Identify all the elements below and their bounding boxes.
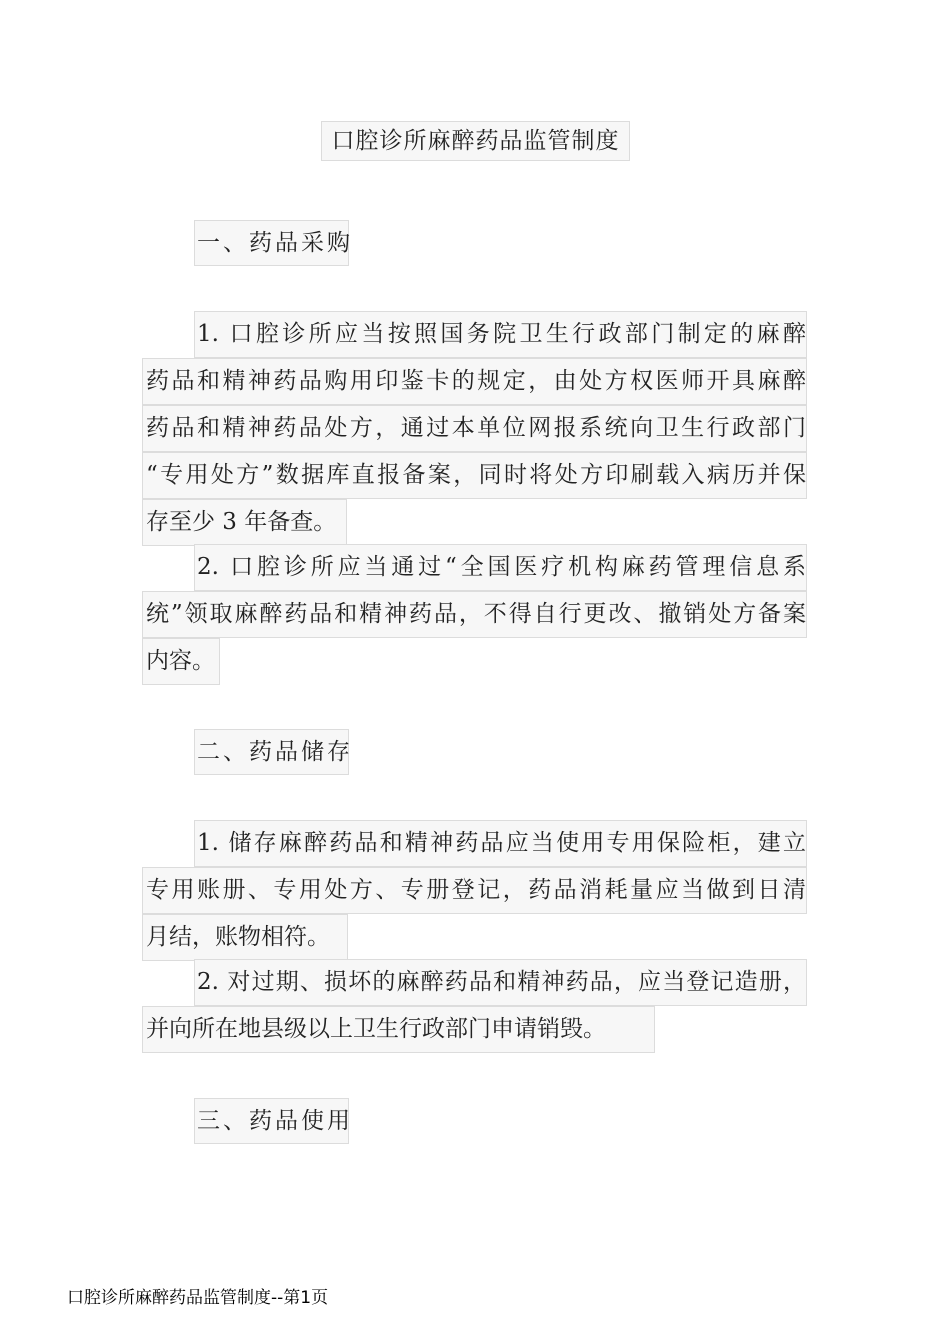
section-heading-purchase: 一、药品采购 [194,220,349,266]
paragraph-line: 药品和精神药品处方，通过本单位网报系统向卫生行政部门 [142,405,807,452]
paragraph-line: 专用账册、专用处方、专册登记，药品消耗量应当做到日清 [142,867,807,914]
document-title: 口腔诊所麻醉药品监管制度 [321,121,630,161]
paragraph-line: 月结，账物相符。 [142,914,348,961]
paragraph-line: 存至少 3 年备查。 [142,499,347,546]
paragraph-line: 统”领取麻醉药品和精神药品，不得自行更改、撤销处方备案 [142,591,807,638]
paragraph-line: 1. 口腔诊所应当按照国务院卫生行政部门制定的麻醉 [194,311,807,358]
paragraph-line: 内容。 [142,638,220,685]
paragraph-line: 1. 储存麻醉药品和精神药品应当使用专用保险柜，建立 [194,820,807,867]
paragraph-line: 2. 对过期、损坏的麻醉药品和精神药品，应当登记造册， [194,959,807,1006]
page-footer: 口腔诊所麻醉药品监管制度--第1页 [67,1288,329,1308]
paragraph-line: 2. 口腔诊所应当通过“全国医疗机构麻药管理信息系 [194,544,807,591]
section-heading-usage: 三、药品使用 [194,1098,349,1144]
section-heading-storage: 二、药品储存 [194,729,349,775]
paragraph-line: 药品和精神药品购用印鉴卡的规定，由处方权医师开具麻醉 [142,358,807,405]
paragraph-line: “专用处方”数据库直报备案，同时将处方印刷载入病历并保 [142,452,807,499]
paragraph-line: 并向所在地县级以上卫生行政部门申请销毁。 [142,1006,655,1053]
